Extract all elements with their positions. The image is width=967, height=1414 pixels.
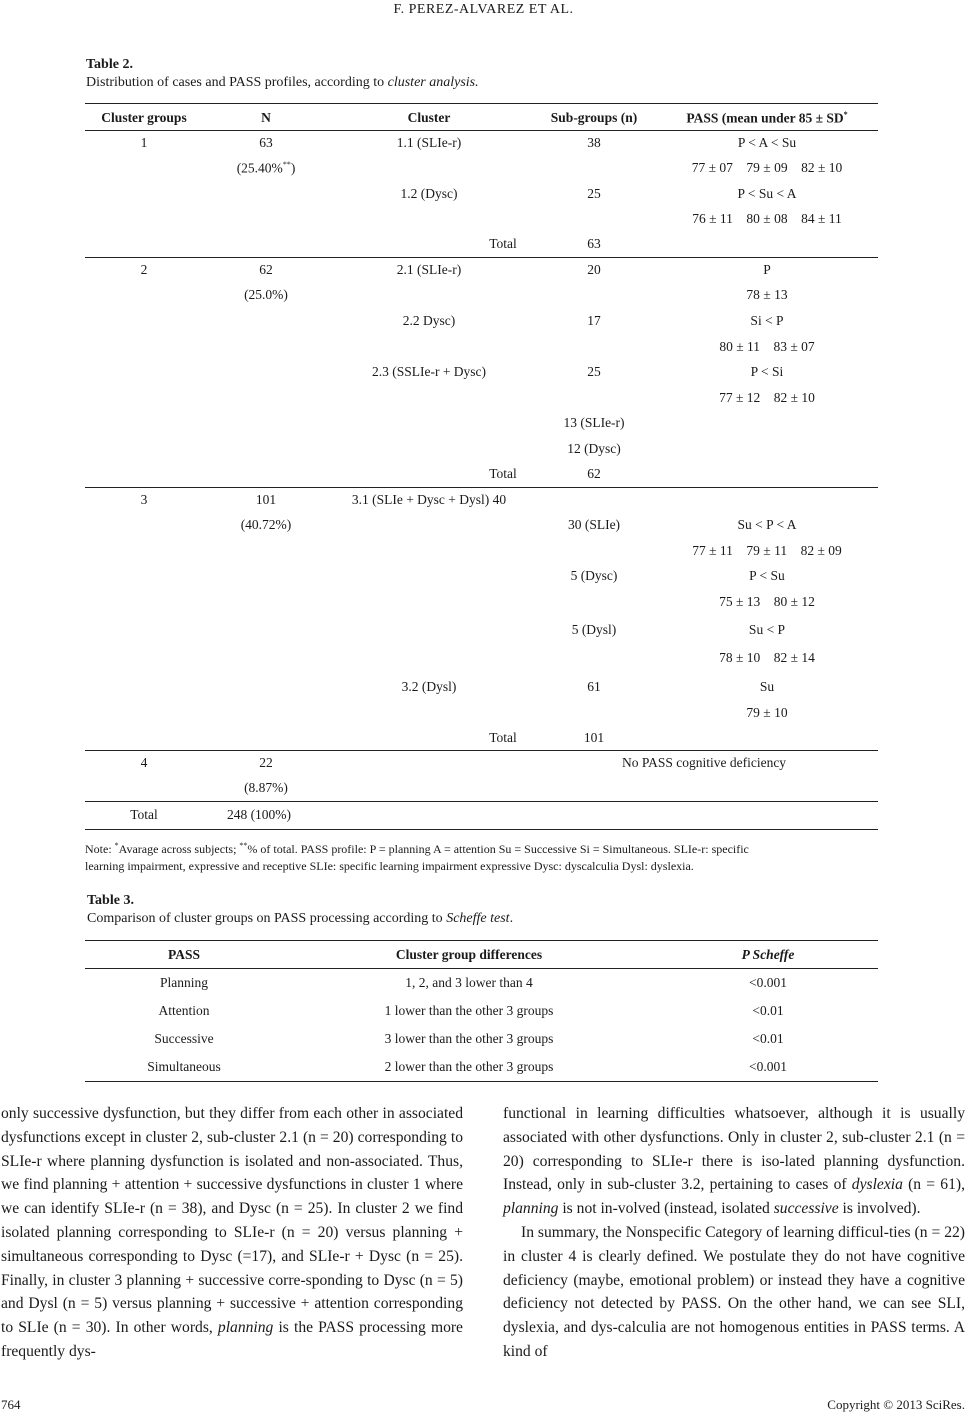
cell-values: 76 ± 11 80 ± 08 84 ± 11: [692, 211, 842, 226]
col-pass: PASS (mean under 85 ± SD*: [686, 110, 848, 126]
cell-cluster: 2.2 Dysc): [402, 313, 456, 328]
col-differences: Cluster group differences: [395, 947, 543, 962]
cell-subgroup: 25: [587, 186, 601, 201]
col-cluster-groups: Cluster groups: [101, 110, 187, 125]
cell-profile: P < A < Su: [737, 135, 797, 150]
cell-difference: 3 lower than the other 3 groups: [384, 1031, 554, 1046]
table3-header-rule: [85, 968, 878, 969]
cell-group: 4: [140, 755, 148, 770]
body-column-right: functional in learning difficulties whatsoever, although it is usually associated with other dysfunctions. Only in cluster 2, sub-cluster 2.1 (n = 20) corresponding to SLIe-r there is iso-lated planning dysfunction. Instead, only in sub-cluster 3.2, pertaining to cases of dyslexia (n = 61), planning is not in-volved (instead, isolated successive is involved). In summary, the Nonspecific Category of learning difficul-ties (n = 22) in cluster 4 is clearly defined. We postulate they do not have cognitive deficiency (maybe, emotional problem) or instead they have a cognitive deficiency not detected by PASS. On the other hand, we can see SLI, dyslexia, and dys-calculia are not homogenous entities in PASS terms. A kind of: [503, 1105, 965, 1360]
cell-subgroup: 25: [587, 364, 601, 379]
cell-values: 75 ± 13 80 ± 12: [719, 594, 815, 609]
cell-values: 78 ± 10 82 ± 14: [719, 650, 815, 665]
table3-title: Table 3.: [87, 893, 134, 908]
cell-pass: Attention: [158, 1003, 210, 1018]
cell-values: 80 ± 11 83 ± 07: [719, 339, 815, 354]
cell-total: 62: [587, 466, 601, 481]
cell-n: 22: [259, 755, 273, 770]
cell-pct: (25.0%): [244, 287, 288, 302]
running-header: F. PEREZ-ALVAREZ ET AL.: [393, 2, 574, 17]
cell-n: 63: [259, 135, 273, 150]
cell-cluster: 1.1 (SLIe-r): [396, 135, 462, 150]
cell-difference: 1 lower than the other 3 groups: [384, 1003, 554, 1018]
cell-p: <0.01: [752, 1031, 784, 1046]
cell-cluster: 2.3 (SSLIe-r + Dysc): [371, 364, 487, 379]
table2-top-rule: [85, 103, 878, 104]
cell-group: 3: [140, 492, 148, 507]
cell-subgroup: 5 (Dysc): [570, 568, 618, 583]
table3-description: Comparison of cluster groups on PASS processing according to Scheffe test.: [87, 911, 514, 926]
table2-group-rule: [85, 801, 878, 802]
cell-subgroup: 20: [587, 262, 601, 277]
cell-subgroup: 38: [587, 135, 601, 150]
table2-title: Table 2.: [86, 57, 133, 72]
cell-difference: 1, 2, and 3 lower than 4: [405, 975, 533, 990]
cell-total-label: Total: [489, 236, 517, 251]
col-cluster: Cluster: [407, 110, 451, 125]
body-column-left: only successive dysfunction, but they differ from each other in associated dysfunctions except in cluster 2, sub-cluster 2.1 (n = 20) corresponding to SLIe-r where planning dysfunction is isolated and non-associated. Thus, we find planning + attention + successive dysfunctions in cluster 1 where we can identify SLIe-r (n = 38), and Dysc (n = 25). In cluster 2 we find isolated planning corresponding to SLIe-r (n = 20) versus planning + simultaneous corresponding to Dysc (=17), and SLIe-r + Dysc (n = 25). Finally, in cluster 3 planning + successive corre-sponding to Dysc (n = 5) and Dysl (n = 5) versus planning + successive + attention corresponding to SLIe (n = 30). In other words, planning is the PASS processing more frequently dys-: [1, 1105, 463, 1360]
col-p-scheffe: P Scheffe: [741, 947, 795, 962]
cell-grand-total: 248 (100%): [226, 807, 292, 822]
cell-values: 77 ± 12 82 ± 10: [719, 390, 815, 405]
cell-subgroup: 5 (Dysl): [571, 622, 617, 637]
cell-n: 62: [259, 262, 273, 277]
cell-values: 78 ± 13: [746, 287, 788, 302]
cell-pct: (8.87%): [244, 780, 288, 795]
cell-profile: Su < P < A: [737, 517, 797, 532]
cell-profile: P < Su: [749, 568, 785, 583]
table2-header-rule: [85, 130, 878, 131]
cell-profile: Su: [759, 679, 775, 694]
table2-group-rule: [85, 487, 878, 488]
cell-profile: P < Su < A: [737, 186, 797, 201]
cell-values: 79 ± 10: [746, 705, 788, 720]
cell-values: 77 ± 07 79 ± 09 82 ± 10: [691, 160, 843, 175]
cell-pct: (25.40%**): [236, 160, 296, 176]
cell-subgroup: 61: [587, 679, 601, 694]
cell-pct: (40.72%): [240, 517, 292, 532]
cell-total: 101: [583, 730, 605, 745]
copyright: Copyright © 2013 SciRes.: [827, 1397, 965, 1412]
table2-note: Note: *Avarage across subjects; **% of total. PASS profile: P = planning A = attention Su = Successive Si = Simultaneous. SLIe-r: specific learning impairment, expressive and receptive SLIe: specific learning impairment expressive Dysc: dyscalculia Dysl: dyslexia.: [85, 841, 749, 873]
cell-pass: Simultaneous: [147, 1059, 221, 1074]
table3-top-rule: [85, 940, 878, 941]
cell-total-label: Total: [489, 730, 517, 745]
cell-pass: Successive: [154, 1031, 214, 1046]
cell-total-label: Total: [489, 466, 517, 481]
cell-subgroup: 30 (SLIe): [567, 517, 621, 532]
col-pass: PASS: [167, 947, 201, 962]
cell-group: 2: [140, 262, 148, 277]
cell-subgroup: 17: [587, 313, 601, 328]
table2-group-rule: [85, 750, 878, 751]
cell-pass: Planning: [159, 975, 209, 990]
cell-total: 63: [587, 236, 601, 251]
cell-cluster: 1.2 (Dysc): [400, 186, 458, 201]
cell-p: <0.01: [752, 1003, 784, 1018]
cell-p: <0.001: [749, 975, 787, 990]
cell-cluster: 2.1 (SLIe-r): [396, 262, 462, 277]
cell-cluster: 3.1 (SLIe + Dysc + Dysl) 40: [351, 492, 507, 507]
cell-total-label: Total: [130, 807, 158, 822]
cell-profile: P: [763, 262, 771, 277]
col-subgroups: Sub-groups (n): [550, 110, 638, 125]
cell-subgroup: 13 (SLIe-r): [563, 415, 625, 430]
page-number: 764: [1, 1397, 21, 1412]
cell-values: 77 ± 11 79 ± 11 82 ± 09: [692, 543, 842, 558]
cell-profile: No PASS cognitive deficiency: [621, 755, 787, 770]
table2-description: Distribution of cases and PASS profiles, according to cluster analysis.: [86, 75, 479, 90]
cell-difference: 2 lower than the other 3 groups: [384, 1059, 554, 1074]
table3-bottom-rule: [85, 1081, 878, 1082]
cell-group: 1: [140, 135, 148, 150]
table2-group-rule: [85, 257, 878, 258]
table2-bottom-rule: [85, 829, 878, 830]
cell-profile: Su < P: [748, 622, 786, 637]
cell-n: 101: [255, 492, 277, 507]
cell-profile: P < Si: [750, 364, 784, 379]
col-n: N: [261, 110, 271, 125]
cell-p: <0.001: [749, 1059, 787, 1074]
cell-subgroup: 12 (Dysc): [567, 441, 621, 456]
cell-profile: Si < P: [750, 313, 784, 328]
cell-cluster: 3.2 (Dysl): [401, 679, 457, 694]
